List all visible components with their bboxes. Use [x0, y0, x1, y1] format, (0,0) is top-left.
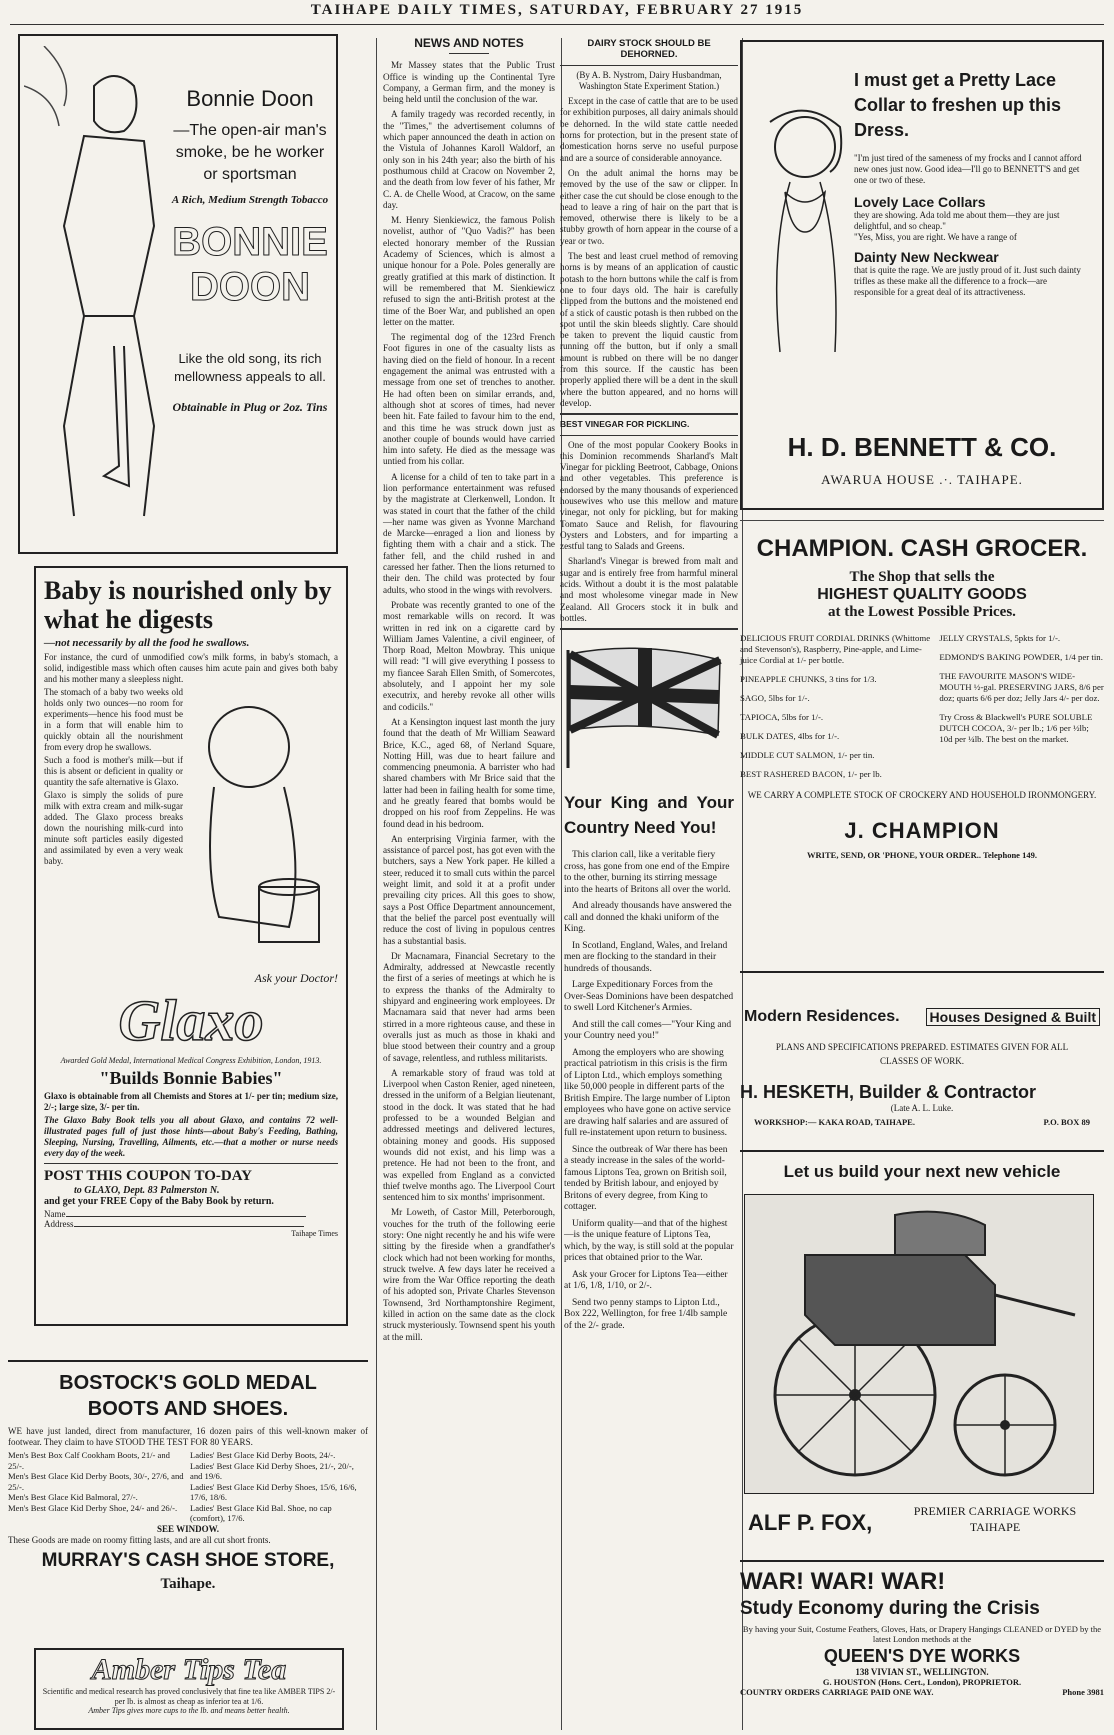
bennett-ad: [740, 40, 1104, 510]
amber-line1: Scientific and medical research has proved conclusively that fine tea like AMBER TIPS 2/- per lb. is almost as cheap as inferior tea at 1/6.: [42, 1687, 336, 1706]
king-p10: Send two penny stamps to Lipton Ltd., Box 222, Wellington, for free 1/4lb sample of the 2/- grade.: [564, 1297, 728, 1331]
glaxo-coupon-line2: and get your FREE Copy of the Baby Book by return.: [44, 1196, 274, 1207]
champion-ad: [740, 520, 1104, 973]
fox-headline: Let us build your next new vehicle: [783, 1162, 1061, 1181]
queens-phone: Phone 3981: [1062, 1687, 1104, 1697]
king-p5: And still the call comes—"Your King and your Country need you!": [564, 1019, 732, 1042]
champion-right-1: JELLY CRYSTALS, 5pkts for 1/-.: [939, 633, 1061, 643]
queens-country: COUNTRY ORDERS CARRIAGE PAID ONE WAY.: [740, 1687, 934, 1697]
bonnie-logo-1: BONNIE: [172, 220, 328, 264]
glaxo-address-label: Address: [44, 1219, 74, 1229]
king-p7: Since the outbreak of War there has been a steady increase in the sales of the world-famous Liptons Tea, grown on British soil, tended by British labour, and enjoyed by Britons of every degree, from King to cottager.: [564, 1144, 728, 1213]
fox-town: TAIHAPE: [969, 1520, 1021, 1534]
champion-left-6: MIDDLE CUT SALMON, 1/- per tin.: [740, 750, 875, 760]
news-title: NEWS AND NOTES: [414, 38, 524, 50]
hesketh-houses: Houses Designed & Built: [926, 1008, 1100, 1026]
bostock-headline: BOSTOCK'S GOLD MEDAL BOOTS AND SHOES.: [59, 1372, 317, 1420]
hesketh-name: H. HESKETH, Builder & Contractor: [740, 1082, 1037, 1102]
amber-line2: Amber Tips gives more cups to the lb. and means better health.: [88, 1706, 290, 1715]
king-p4: Large Expeditionary Forces from the Over-Seas Dominions have been despatched to swell Lord Kitchener's Armies.: [564, 980, 734, 1014]
masthead: TAIHAPE DAILY TIMES, SATURDAY, FEBRUARY 27 1915: [10, 2, 1104, 25]
bostock-men-4: Men's Best Glace Kid Derby Shoe, 24/- and 26/-.: [8, 1502, 178, 1513]
glaxo-credit: Taihape Times: [291, 1229, 338, 1238]
champion-name: J. CHAMPION: [844, 818, 1000, 843]
king-p8: Uniform quality—and that of the highest—is the unique feature of Liptons Tea, which, by the way, is still sold at the popular prices that obtained prior to the War.: [564, 1218, 734, 1264]
queens-study: Study Economy during the Crisis: [740, 1598, 1040, 1619]
bonnie-strength: A Rich, Medium Strength Tobacco: [171, 194, 329, 206]
king-p2: And already thousands have answered the call and donned the khaki uniform of the King.: [564, 901, 732, 935]
glaxo-p2: The stomach of a baby two weeks old holds only two ounces—no room for experiments—hence his food must be in a form that will enable him to quickly obtain all the nourishment from every drop he swallows.: [44, 687, 184, 752]
bennett-address: AWARUA HOUSE .·. TAIHAPE.: [821, 472, 1023, 487]
champion-left-7: BEST RASHERED BACON, 1/- per lb.: [740, 769, 882, 779]
news-item-1: Mr Massey states that the Public Trust Office is winding up the Continental Tyre Company, a German firm, and the money is being held until the conclusion of the war.: [383, 60, 555, 105]
news-item-8: An enterprising Virginia farmer, with the assistance of parcel post, has got even with the butchers, says a New York paper. He killed a steer, reduced it to small cuts within the parcel weight limit, and sold it at a profit under prevailing city prices. All this goes to show, says a Post Office Department announcement, that the belief the parcel post eventually will reduce the cost of living in populous centres has a substantial basis.: [383, 833, 555, 946]
glaxo-headline: Baby is nourished only by what he digests: [44, 576, 332, 634]
queens-name: QUEEN'S DYE WORKS: [823, 1646, 1021, 1666]
queens-by: By having your Suit, Costume Feathers, Gloves, Hats, or Drapery Hangings CLEANED or DYED by the latest London methods at the: [742, 1624, 1102, 1644]
glaxo-p4: Glaxo is simply the solids of pure milk with extra cream and milk-sugar added. The Glaxo process breaks down the nourishing milk-curd into minute soft particles easily digested and assimilated by even a very weak baby.: [44, 790, 184, 866]
bostock-ladies-1: Ladies' Best Glace Kid Derby Boots, 24/-.: [190, 1450, 336, 1460]
glaxo-award: Awarded Gold Medal, International Medical Congress Exhibition, London, 1913.: [60, 1056, 322, 1065]
buggy-illustration-frame: [744, 1194, 1094, 1494]
glaxo-subhead: —not necessarily by all the food he swallows.: [44, 637, 250, 649]
champion-crockery: WE CARRY A COMPLETE STOCK OF CROCKERY AND HOUSEHOLD IRONMONGERY.: [747, 790, 1097, 800]
champion-h3: HIGHEST QUALITY GOODS: [817, 586, 1027, 603]
bennett-p2: they are showing. Ada told me about them—they are just delightful, and so cheap.": [854, 210, 1060, 231]
bonnie-logo-2: DOON: [190, 265, 310, 309]
amber-tips-ad: [34, 1648, 344, 1730]
champion-left-5: BULK DATES, 4lbs for 1/-.: [740, 731, 840, 741]
news-item-4: The regimental dog of the 123rd French Foot figures in one of the casualty lists as having died on the field of honour. In a recent engagement the animal was entrusted with a message from one set of trenches to another. He had often been on similar errands, and, although shot at scores of times, had never been hit. Fate failed to favour him to the end, and this time he was struck down just as another couple of bounds would have carried him into safety. He died as the message was untied from his collar.: [383, 332, 555, 467]
bostock-intro: WE have just landed, direct from manufacturer, 16 dozen pairs of this well-known maker of footwear. They claim to have STOOD THE TEST FOR 80 YEARS.: [8, 1426, 368, 1447]
glaxo-p1: For instance, the curd of unmodified cow's milk forms, in baby's stomach, a solid, indigestible mass which often causes him acute pain and gives both baby and his mother many a sleepless night.: [44, 652, 338, 684]
bostock-store: MURRAY'S CASH SHOE STORE,: [41, 1549, 335, 1571]
bostock-ladies-4: Ladies' Best Glace Kid Bal. Shoe, no cap (comfort), 17/6.: [190, 1502, 332, 1523]
glaxo-name-field: [66, 1216, 306, 1217]
bennett-headline: I must get a Pretty Lace Collar to freshen up this Dress.: [854, 70, 1062, 140]
champion-right-2: EDMOND'S BAKING POWDER, 1/4 per tin.: [939, 652, 1103, 662]
news-item-11: Mr Loweth, of Castor Mill, Peterborough, vouches for the truth of the following eerie story: One night recently he and his wife were sitting by the fireside when a grandfather's clock which had not been working for months, struck twelve. A few days later he received a wire from the War Office reporting the death of his adopted son, Private Charles Stevenson Townsend, 3rd Northamptonshire Regiment, killed in action on the same date as the clock struck mysteriously. Townsend spent his youth at the mill.: [383, 1207, 555, 1342]
bostock-men-2: Men's Best Glace Kid Derby Boots, 30/-, 27/6, and 25/-.: [8, 1471, 184, 1492]
vinegar-title: BEST VINEGAR FOR PICKLING.: [560, 419, 690, 430]
dairy-byline: (By A. B. Nystrom, Dairy Husbandman, Washington State Experiment Station.): [576, 69, 722, 91]
buggy-illustration: [745, 1195, 1093, 1493]
bennett-h2: Lovely Lace Collars: [854, 194, 986, 210]
news-item-7: At a Kensington inquest last month the jury found that the death of Mr William Seaward Brice, K.C., aged 68, of Nerland Square, Notting Hill, was due to heart failure and commencing pneumonia. A barrister who had shared chambers with Mr Brice said that the latter had been in failing health for some time, and he greatly feared that bombs would be dropped on his roof from Zeppelins. He was found dead in his bedroom.: [383, 716, 555, 829]
glaxo-book: The Glaxo Baby Book tells you all about Glaxo, and contains 72 well-illustrated pages full of just those hints—about Baby's Feeding, Bathing, Sleeping, Nursing, Travelling, Ailments, etc.—that a mother or nurse needs every day of the week.: [44, 1115, 338, 1158]
champion-h4: at the Lowest Possible Prices.: [828, 604, 1016, 620]
hesketh-box: P.O. BOX 89: [1043, 1117, 1090, 1127]
bostock-men-3: Men's Best Glace Kid Balmoral, 27/-.: [8, 1492, 138, 1502]
bonnie-tagline: —The open-air man's smoke, be he worker or sportsman: [173, 122, 327, 183]
glaxo-p3: Such a food is mother's milk—but if this is absent or deficient in quality or quantity the safe alternative is Glaxo.: [44, 755, 184, 787]
bennett-h3: Dainty New Neckwear: [854, 249, 999, 265]
king-p1: This clarion call, like a veritable fiery cross, has gone from one end of the Empire to the other, burning its stirring message into the hearts of Britons all over the world.: [564, 850, 731, 895]
glaxo-address-field: [74, 1226, 304, 1227]
bostock-men-1: Men's Best Box Calf Cookham Boots, 21/- and 25/-.: [8, 1450, 170, 1471]
bostock-ladies-2: Ladies' Best Glace Kid Derby Shoes, 21/-, 20/-, and 19/6.: [190, 1460, 354, 1481]
bonnie-obtain: Obtainable in Plug or 2oz. Tins: [172, 400, 328, 414]
dairy-p3: The best and least cruel method of removing horns is by means of an application of caustic potash to the horn buttons while the calf is from one to four days old. The hair is carefully clipped from the buttons and the moistened end of a stick of caustic potash is then rubbed on the spot until the skin bleeds slightly. Care should be taken to prevent the liquid caustic from running off the button, but if only a small amount is rubbed on there will be no danger from this source. If the caustic has been properly applied there will be a dent in the skull where the button appeared, and no horns will develop.: [560, 251, 738, 408]
champion-left-1: DELICIOUS FRUIT CORDIAL DRINKS (Whittome and Stevenson's), Raspberry, Pine-apple, and Lime-juice Cordial at 1/- per bottle.: [740, 633, 931, 665]
bostock-lasts: These Goods are made on roomy fitting lasts, and are all cut short fronts.: [8, 1534, 271, 1545]
bonnie-song: Like the old song, its rich mellowness appeals to all.: [174, 351, 326, 384]
glaxo-logo: Glaxo: [118, 988, 264, 1053]
bostock-see-window: SEE WINDOW.: [156, 1523, 220, 1534]
hesketh-workshop: WORKSHOP:— KAKA ROAD, TAIHAPE.: [754, 1117, 915, 1127]
queens-war: WAR! WAR! WAR!: [740, 1568, 946, 1595]
bennett-p4: that is quite the rage. We are justly proud of it. Just such dainty trifles as these make all the difference to a frock—are responsible for a great deal of its attractiveness.: [854, 265, 1081, 297]
bennett-quote: "I'm just tired of the sameness of my frocks and I cannot afford new ones just now. Good idea—I'll go to BENNETT'S and get one or two of these.: [854, 153, 1082, 185]
dairy-column: [556, 38, 743, 1730]
news-item-10: A remarkable story of fraud was told at Liverpool when Caston Renier, aged nineteen, dressed in the uniform of a Belgian lieutenant, stood in the dock. It was stated that he had professed to be a wounded Belgian and addressed meetings and delivered lectures, obtaining money and goods. His supposed wounds did not exist, and his limp was a pretence. He had not been to the front, and was expelled from England as a convicted thief twelve months ago. The Liverpool Court sentenced him to six months' imprisonment.: [383, 1067, 555, 1203]
bonnie-doon-ad: [18, 34, 338, 554]
smoker-illustration: [24, 46, 184, 546]
champion-right-3: THE FAVOURITE MASON'S WIDE-MOUTH ½-gal. PRESERVING JARS, 8/6 per doz; quarts 6/6 per doz; Jelly Jars 4/- per doz.: [939, 671, 1104, 703]
glaxo-builds: "Builds Bonnie Babies": [99, 1068, 283, 1088]
dairy-p2: On the adult animal the horns may be removed by the use of the saw or clipper. In either case the cut should be close enough to the head to leave a ring of hair on the part that is removed, otherwise there is likely to be a stubby growth of horn appear in the course of a year or two.: [560, 167, 738, 246]
bostock-ad: [8, 1360, 368, 1642]
vinegar-p1: One of the most popular Cookery Books in this Dominion recommends Sharland's Malt Vinegar for pickling Beetroot, Cabbage, Onions and other vegetables. This preference is endorsed by the many thousands of experienced housewives who use this mellow and mature vinegar, not only for pickling, but for making Tomato Sauce and Relish, for flavouring Oysters and Lobsters, and for imparting a zestful tang to Salads and Greens.: [560, 439, 738, 552]
fox-name: ALF P. FOX,: [748, 1510, 873, 1535]
lady-illustration: [750, 102, 850, 362]
amber-logo: Amber Tips Tea: [91, 1653, 287, 1686]
dairy-title: DAIRY STOCK SHOULD BE DEHORNED.: [587, 38, 711, 61]
news-item-2: A family tragedy was recorded recently, in the "Times," the advertisement columns of which paper announced the death in action on the Vistula of Johannes Karoll Waldorf, an only son in his 24th year; also the birth of his posthumous child at Cracow on November 2, and the death from low fever of his father, Mr C. A. de Chelle Wood, at Cracow, on the same day.: [383, 109, 555, 210]
glaxo-coupon-line: to GLAXO, Dept. 83 Palmerston N.: [74, 1185, 220, 1196]
champion-headline: CHAMPION. CASH GROCER.: [756, 535, 1088, 562]
news-item-6: Probate was recently granted to one of the most remarkable wills on record. It was written in red ink on a cigarette card by William James Valentine, a civil engineer, of Thorp Road, Melton Mowbray. This unique will read: "I will give everything I possess to my fiancee Sarah Ellen Smith, of Somercotes, absolutely, and I appoint her my sole executrix, and hereby revoke all other wills and codicils.": [383, 599, 555, 712]
news-item-9: Dr Macnamara, Financial Secretary to the Admiralty, addressed at Newcastle recently the first of a series of meetings at which he is to express the thanks of the Admiralty to shipyard and engineering work employees. Dr Macnamara said that never had arms been stirred in a more righteous cause, and these in overalls just as much as those in khaki and blue stood between their country and a group of savage, relentless, and ruthless militarists.: [383, 950, 555, 1063]
queens-ad: [740, 1568, 1104, 1733]
champion-write: WRITE, SEND, OR 'PHONE, YOUR ORDER.. Telephone 149.: [807, 850, 1037, 860]
glaxo-name-label: Name: [44, 1209, 66, 1219]
vinegar-p2: Sharland's Vinegar is brewed from malt and sugar and is entirely free from harmful mineral acids. Without a doubt it is the most palatable and most wholesome vinegar made in New Zealand. All Grocers stock it in bulk and bottles.: [560, 556, 738, 623]
champion-left-2: PINEAPPLE CHUNKS, 3 tins for 1/3.: [740, 674, 877, 684]
union-jack-flag: [560, 640, 730, 770]
king-title: Your King and Your Country Need You!: [564, 793, 734, 838]
bonnie-brand: Bonnie Doon: [186, 86, 314, 111]
fox-ad: [740, 1160, 1104, 1562]
fox-works: PREMIER CARRIAGE WORKS: [913, 1504, 1077, 1518]
queens-proprietor: G. HOUSTON (Hons. Cert., London), PROPRIETOR.: [822, 1677, 1022, 1687]
hesketh-late: (Late A. L. Luke.: [890, 1103, 954, 1113]
hesketh-plans: PLANS AND SPECIFICATIONS PREPARED. ESTIMATES GIVEN FOR ALL CLASSES OF WORK.: [775, 1042, 1069, 1066]
news-column: [376, 38, 562, 1730]
dairy-p1: Except in the case of cattle that are to be used for exhibition purposes, all dairy animals should be dehorned. In the wild state cattle needed horns for protection, but in the present state of domestication horns serve no useful purpose and are a source of considerable annoyance.: [560, 96, 738, 163]
baby-illustration: [189, 687, 338, 967]
champion-h2: The Shop that sells the: [849, 569, 995, 585]
hesketh-ad: [740, 1000, 1104, 1152]
champion-left-3: SAGO, 5lbs for 1/-.: [740, 693, 810, 703]
news-item-5: A license for a child of ten to take part in a lion performance entertainment was refused by the magistrate at Clerkenwell, London. It was stated in court that the father of the child—her name was given as Yvonne Marchand de Marcke—enraged a lion and lioness by fighting them with a chair and a stick. The father fell, and the child rushed in and caressed her father. Then the lions returned to their den. The child was protected by four adults, who stood in the wings with revolvers.: [383, 471, 555, 595]
king-p9: Ask your Grocer for Liptons Tea—either at 1/6, 1/8, 1/10, or 2/-.: [564, 1269, 728, 1292]
queens-address: 138 VIVIAN ST., WELLINGTON.: [855, 1667, 989, 1677]
glaxo-obtain: Glaxo is obtainable from all Chemists and Stores at 1/- per tin; medium size, 2/-; large size, 3/- per tin.: [44, 1091, 338, 1112]
news-item-3: M. Henry Sienkiewicz, the famous Polish novelist, author of "Quo Vadis?" has been elected honorary member of the Russian Academy of Sciences, which is almost a unique honour for a Pole. Poles generally are greatly gratified at this mark of distinction. It will be remembered that M. Sienkiewicz refused to sign the anti-British protest at the time of the Boer War, and published an open letter on the matter.: [383, 215, 555, 327]
bostock-town: Taihape.: [160, 1575, 216, 1592]
bennett-name: H. D. BENNETT & CO.: [787, 432, 1057, 462]
king-p3: In Scotland, England, Wales, and Ireland men are flocking to the standard in their hundreds of thousands.: [564, 940, 728, 974]
glaxo-ad: [34, 566, 348, 1326]
glaxo-coupon: POST THIS COUPON TO-DAY: [44, 1168, 252, 1184]
champion-right-4: Try Cross & Blackwell's PURE SOLUBLE DUTCH COCOA, 3/- per lb.; 1/6 per ½lb; 10d per ¼lb. The best on the market.: [939, 712, 1093, 744]
bennett-p3: "Yes, Miss, you are right. We have a range of: [854, 232, 1017, 242]
glaxo-ask-doctor: Ask your Doctor!: [254, 971, 338, 985]
hesketh-modern: Modern Residences.: [744, 1008, 900, 1025]
bostock-ladies-3: Ladies' Best Glace Kid Derby Shoes, 15/6, 16/6, 17/6, 18/6.: [190, 1481, 357, 1502]
champion-left-4: TAPIOCA, 5lbs for 1/-.: [740, 712, 824, 722]
king-p6: Among the employers who are showing practical patriotism in this crisis is the firm of Lipton Ltd., which employs something like 50,000 people in different parts of the British Empire. The large number of Lipton employees who have gone on active service are drawing half salaries and are assured of full re-instatement upon return to business.: [564, 1047, 731, 1139]
